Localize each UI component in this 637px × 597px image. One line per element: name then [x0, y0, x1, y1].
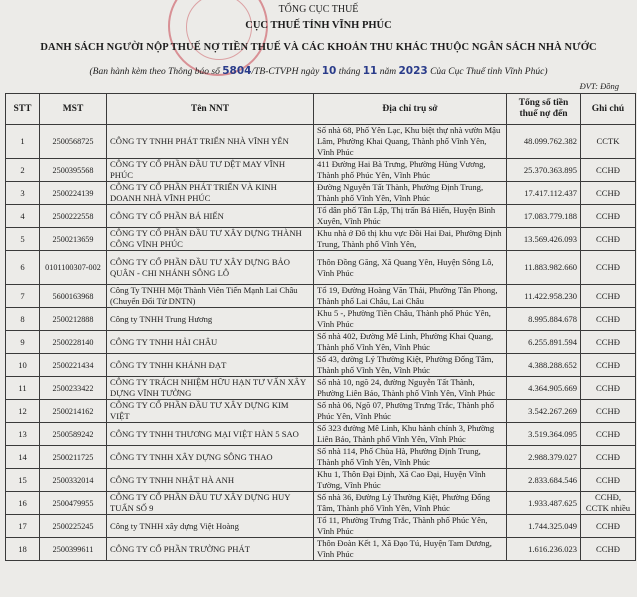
table-row — [6, 331, 636, 354]
cell-note: CCHĐ — [581, 308, 636, 331]
cell-note: CCHĐ — [581, 469, 636, 492]
cell-stt: 11 — [6, 377, 40, 400]
cell-amount: 6.255.891.594 — [507, 331, 581, 354]
cell-stt: 7 — [6, 285, 40, 308]
cell-taxpayer-name: CÔNG TY CỔ PHẦN ĐẦU TƯ XÂY DỰNG HUY TUẤN SỐ 9 — [107, 492, 314, 515]
cell-note: CCHĐ, CCTK nhiều — [581, 492, 636, 515]
cell-mst: 2500225245 — [40, 515, 107, 538]
cell-taxpayer-name: CÔNG TY TNHH NHẬT HÀ ANH — [107, 469, 314, 492]
cell-amount: 1.744.325.049 — [507, 515, 581, 538]
table-row — [6, 159, 636, 182]
cell-note: CCHĐ — [581, 331, 636, 354]
cell-mst: 2500568725 — [40, 125, 107, 159]
subtitle-pre: (Ban hành kèm theo Thông báo số — [89, 67, 220, 77]
cell-taxpayer-name: CÔNG TY TNHH PHÁT TRIỂN NHÀ VĨNH YÊN — [107, 125, 314, 159]
cell-taxpayer-name: CÔNG TY TNHH XÂY DỰNG SÔNG THAO — [107, 446, 314, 469]
cell-mst: 2500332014 — [40, 469, 107, 492]
cell-note: CCHĐ — [581, 400, 636, 423]
subtitle-mid1: /TB-CTVPH ngày — [251, 67, 320, 77]
table-row — [6, 205, 636, 228]
cell-address: Khu nhà ở Đô thị khu vực Đồi Hai Đai, Phường Định Trung, Thành phố Vĩnh Yên, — [314, 228, 507, 251]
table-header-row — [6, 94, 636, 125]
table-row — [6, 182, 636, 205]
document-title: DANH SÁCH NGƯỜI NỘP THUẾ NỢ TIỀN THUẾ VÀ CÁC KHOẢN THU KHÁC THUỘC NGÂN SÁCH NHÀ NƯỚC — [40, 42, 597, 53]
cell-amount: 1.616.236.023 — [507, 538, 581, 561]
cell-mst: 2500211725 — [40, 446, 107, 469]
cell-note: CCHĐ — [581, 423, 636, 446]
col-header-address: Địa chỉ trụ sở — [314, 94, 507, 125]
cell-taxpayer-name: CÔNG TY TNHH THƯƠNG MẠI VIỆT HÀN 5 SAO — [107, 423, 314, 446]
subtitle-mid3: năm — [379, 67, 397, 77]
cell-taxpayer-name: Công ty TNHH xây dựng Việt Hoàng — [107, 515, 314, 538]
cell-note: CCHĐ — [581, 515, 636, 538]
cell-taxpayer-name: CÔNG TY CỔ PHẦN BÁ HIẾN — [107, 205, 314, 228]
cell-taxpayer-name: CÔNG TY TNHH HẢI CHÂU — [107, 331, 314, 354]
debtor-table-container — [5, 93, 635, 561]
cell-note: CCHĐ — [581, 159, 636, 182]
cell-taxpayer-name: CÔNG TY TNHH KHÁNH ĐẠT — [107, 354, 314, 377]
cell-taxpayer-name: CÔNG TY CỔ PHẦN ĐẦU TƯ XÂY DỰNG THÀNH CÔNG VĨNH PHÚC — [107, 228, 314, 251]
cell-address: Số 323 đường Mê Linh, Khu hành chính 3, Phường Liên Bảo, Thành phố Vĩnh Yên, Vĩnh Phúc — [314, 423, 507, 446]
cell-stt: 13 — [6, 423, 40, 446]
cell-mst: 2500214162 — [40, 400, 107, 423]
col-header-name: Tên NNT — [107, 94, 314, 125]
cell-taxpayer-name: Công Ty TNHH Một Thành Viên Tiến Mạnh Lai Châu (Chuyển Đổi Từ DNTN) — [107, 285, 314, 308]
cell-address: Đường Nguyễn Tất Thành, Phường Định Trung, Thành phố Vĩnh Yên, Vĩnh Phúc — [314, 182, 507, 205]
cell-note: CCHĐ — [581, 446, 636, 469]
cell-note: CCHĐ — [581, 538, 636, 561]
cell-note: CCHĐ — [581, 205, 636, 228]
table-row — [6, 538, 636, 561]
cell-address: Thôn Đoàn Kết 1, Xã Đạo Tú, Huyện Tam Dương, Vĩnh Phúc — [314, 538, 507, 561]
cell-stt: 10 — [6, 354, 40, 377]
notice-year: 2023 — [398, 65, 428, 77]
cell-mst: 2500212888 — [40, 308, 107, 331]
cell-taxpayer-name: CÔNG TY CỔ PHẦN ĐẦU TƯ XÂY DỰNG BẢO QUÂN - CHI NHÁNH SÔNG LÔ — [107, 251, 314, 285]
cell-mst: 2500395568 — [40, 159, 107, 182]
cell-mst: 5600163968 — [40, 285, 107, 308]
cell-amount: 8.995.884.678 — [507, 308, 581, 331]
col-header-amount: Tổng số tiền thuế nợ đến — [507, 94, 581, 125]
cell-amount: 2.833.684.546 — [507, 469, 581, 492]
cell-mst: 0101100307-002 — [40, 251, 107, 285]
cell-address: Tổ dân phố Tân Lập, Thị trấn Bá Hiến, Huyện Bình Xuyên, Vĩnh Phúc — [314, 205, 507, 228]
cell-stt: 3 — [6, 182, 40, 205]
cell-stt: 16 — [6, 492, 40, 515]
cell-taxpayer-name: Công ty TNHH Trung Hương — [107, 308, 314, 331]
cell-amount: 1.933.487.625 — [507, 492, 581, 515]
cell-address: Số nhà 06, Ngõ 07, Phường Trưng Trắc, Thành phố Phúc Yên, Vĩnh Phúc — [314, 400, 507, 423]
cell-stt: 18 — [6, 538, 40, 561]
cell-address: Số nhà 36, Đường Lý Thường Kiệt, Phường Đống Tâm, Thành phố Vĩnh Yên, Vĩnh Phúc — [314, 492, 507, 515]
cell-stt: 5 — [6, 228, 40, 251]
department-name: CỤC THUẾ TỈNH VĨNH PHÚC — [245, 20, 392, 31]
cell-amount: 3.519.364.095 — [507, 423, 581, 446]
debtor-table — [5, 93, 636, 561]
cell-amount: 3.542.267.269 — [507, 400, 581, 423]
col-header-stt: STT — [6, 94, 40, 125]
cell-taxpayer-name: CÔNG TY CỔ PHẦN ĐẦU TƯ DỆT MAY VĨNH PHÚC — [107, 159, 314, 182]
cell-note: CCHĐ — [581, 228, 636, 251]
cell-taxpayer-name: CÔNG TY CỔ PHẦN PHÁT TRIỂN VÀ KINH DOANH NHÀ VĨNH PHÚC — [107, 182, 314, 205]
cell-address: 411 Đường Hai Bà Trưng, Phường Hùng Vương, Thành phố Phúc Yên, Vĩnh Phúc — [314, 159, 507, 182]
table-row — [6, 125, 636, 159]
cell-taxpayer-name: CÔNG TY TRÁCH NHIỆM HỮU HẠN TƯ VẤN XÂY DỰNG VĨNH TƯỜNG — [107, 377, 314, 400]
cell-amount: 17.083.779.188 — [507, 205, 581, 228]
cell-note: CCHĐ — [581, 377, 636, 400]
cell-amount: 13.569.426.093 — [507, 228, 581, 251]
table-row — [6, 228, 636, 251]
cell-taxpayer-name: CÔNG TY CỔ PHẦN TRƯỜNG PHÁT — [107, 538, 314, 561]
cell-mst: 2500213659 — [40, 228, 107, 251]
cell-note: CCTK — [581, 125, 636, 159]
cell-stt: 12 — [6, 400, 40, 423]
table-row — [6, 251, 636, 285]
cell-stt: 15 — [6, 469, 40, 492]
notice-day: 10 — [321, 65, 337, 77]
cell-address: Tổ 11, Phường Trưng Trắc, Thành phố Phúc Yên, Vĩnh Phúc — [314, 515, 507, 538]
table-row — [6, 377, 636, 400]
cell-note: CCHĐ — [581, 285, 636, 308]
cell-note: CCHĐ — [581, 182, 636, 205]
cell-amount: 17.417.112.437 — [507, 182, 581, 205]
col-header-note: Ghi chú — [581, 94, 636, 125]
cell-stt: 2 — [6, 159, 40, 182]
cell-stt: 8 — [6, 308, 40, 331]
table-row — [6, 515, 636, 538]
cell-address: Khu 1, Thôn Đại Định, Xã Cao Đại, Huyện Vĩnh Tường, Vĩnh Phúc — [314, 469, 507, 492]
cell-mst: 2500228140 — [40, 331, 107, 354]
table-row — [6, 423, 636, 446]
table-row — [6, 400, 636, 423]
cell-stt: 6 — [6, 251, 40, 285]
cell-amount: 48.099.762.382 — [507, 125, 581, 159]
cell-address: Khu 5 -, Phường Tiền Châu, Thành phố Phúc Yên, Vĩnh Phúc — [314, 308, 507, 331]
currency-unit: ĐVT: Đồng — [579, 81, 619, 91]
cell-stt: 9 — [6, 331, 40, 354]
cell-amount: 11.883.982.660 — [507, 251, 581, 285]
cell-mst: 2500233422 — [40, 377, 107, 400]
table-row — [6, 354, 636, 377]
cell-stt: 14 — [6, 446, 40, 469]
col-header-mst: MST — [40, 94, 107, 125]
cell-address: Số nhà 402, Đường Mê Linh, Phường Khai Quang, Thành phố Vĩnh Yên, Vĩnh Phúc — [314, 331, 507, 354]
table-row — [6, 308, 636, 331]
cell-mst: 2500221434 — [40, 354, 107, 377]
cell-amount: 2.988.379.027 — [507, 446, 581, 469]
table-row — [6, 492, 636, 515]
table-body — [6, 125, 636, 561]
notice-month: 11 — [362, 65, 378, 77]
cell-mst: 2500222558 — [40, 205, 107, 228]
cell-stt: 1 — [6, 125, 40, 159]
cell-mst: 2500589242 — [40, 423, 107, 446]
cell-taxpayer-name: CÔNG TY CỔ PHẦN ĐẦU TƯ XÂY DỰNG KIM VIỆT — [107, 400, 314, 423]
cell-amount: 4.364.905.669 — [507, 377, 581, 400]
cell-amount: 4.388.288.652 — [507, 354, 581, 377]
table-row — [6, 285, 636, 308]
cell-mst: 2500224139 — [40, 182, 107, 205]
table-row — [6, 446, 636, 469]
subtitle-post: Của Cục Thuế tỉnh Vĩnh Phúc) — [430, 67, 548, 77]
cell-address: Số nhà 10, ngõ 24, đường Nguyễn Tất Thành, Phường Liên Bảo, Thành phố Vĩnh Yên, Vĩnh Phúc — [314, 377, 507, 400]
cell-note: CCHĐ — [581, 251, 636, 285]
cell-amount: 25.370.363.895 — [507, 159, 581, 182]
cell-mst: 2500399611 — [40, 538, 107, 561]
cell-stt: 17 — [6, 515, 40, 538]
table-row — [6, 469, 636, 492]
cell-address: Số nhà 114, Phố Chùa Hà, Phường Định Trung, Thành phố Vĩnh Yên, Vĩnh Phúc — [314, 446, 507, 469]
cell-address: Thôn Đồng Găng, Xã Quang Yên, Huyện Sông Lô, Vĩnh Phúc — [314, 251, 507, 285]
notice-number: 5804 — [222, 65, 252, 77]
cell-amount: 11.422.958.230 — [507, 285, 581, 308]
cell-mst: 2500479955 — [40, 492, 107, 515]
cell-stt: 4 — [6, 205, 40, 228]
agency-name: TỔNG CỤC THUẾ — [278, 4, 359, 15]
document-subtitle — [0, 65, 637, 77]
subtitle-mid2: tháng — [338, 67, 361, 77]
cell-address: Số nhà 68, Phố Yên Lạc, Khu biệt thự nhà vườn Mậu Lâm, Phường Khai Quang, Thành phố Vĩnh Yên, Vĩnh Phúc — [314, 125, 507, 159]
cell-address: Tổ 19, Đường Hoàng Văn Thái, Phường Tân Phong, Thành phố Lai Châu, Lai Châu — [314, 285, 507, 308]
cell-address: Số 43, đường Lý Thường Kiệt, Phường Đống Tâm, Thành phố Vĩnh Yên, Vĩnh Phúc — [314, 354, 507, 377]
cell-note: CCHĐ — [581, 354, 636, 377]
